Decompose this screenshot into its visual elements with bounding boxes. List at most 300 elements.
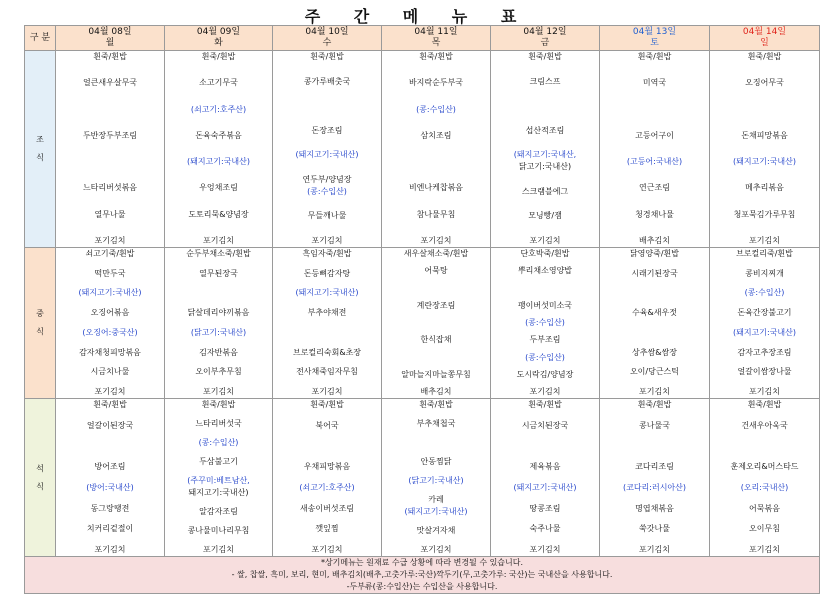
- menu-item-block: [273, 366, 381, 378]
- menu-item: 북어국: [315, 420, 339, 430]
- menu-item-block: [600, 386, 709, 398]
- menu-item: 참나물무침: [416, 209, 456, 219]
- menu-item: 명엽채볶음: [635, 503, 674, 513]
- menu-item-block: [382, 544, 490, 556]
- menu-cell: [491, 399, 600, 557]
- menu-item: 포기김치: [203, 235, 234, 245]
- menu-item: 흰죽/흰밥: [93, 400, 127, 409]
- menu-items: [165, 51, 272, 247]
- origin-label: (돼지고기:국내산): [186, 157, 251, 167]
- menu-item-block: [165, 347, 272, 359]
- menu-item: 흰죽/흰밥: [419, 52, 453, 61]
- menu-item: 포기김치: [311, 386, 343, 396]
- menu-item: [382, 352, 490, 364]
- menu-cell: [710, 248, 820, 399]
- menu-item-block: [56, 327, 164, 339]
- menu-cell: [491, 248, 600, 399]
- menu-item: 청포묵김가루무침: [733, 209, 796, 219]
- menu-item-block: [600, 104, 709, 116]
- menu-item: 비엔나케찹볶음: [408, 183, 464, 193]
- menu-cell: [273, 51, 382, 248]
- menu-item-block: [491, 248, 599, 260]
- menu-item: 포기김치: [203, 386, 234, 396]
- menu-item-block: [710, 77, 819, 89]
- menu-items: [273, 248, 381, 398]
- meal-label-lunch: [25, 248, 56, 399]
- menu-item-block: [56, 544, 164, 556]
- menu-item-block: [600, 51, 709, 63]
- menu-item-block: [273, 420, 381, 432]
- menu-item-block: [600, 156, 709, 168]
- menu-item-block: [600, 461, 709, 473]
- menu-item-block: [710, 130, 819, 142]
- menu-item: 모닝빵/잼: [528, 211, 562, 221]
- menu-cell: [382, 399, 491, 557]
- menu-cell: [600, 51, 710, 248]
- menu-item: 포기김치: [94, 386, 126, 396]
- menu-cell: [56, 248, 165, 399]
- dinner-row: [25, 399, 820, 557]
- menu-item-block: [710, 156, 819, 168]
- menu-item: 닭영양죽/흰밥: [629, 249, 680, 258]
- menu-cell: [56, 51, 165, 248]
- menu-item: 두삼불고기: [199, 457, 238, 466]
- menu-item-block: [56, 51, 164, 63]
- menu-item-block: [56, 440, 164, 452]
- menu-item: 숙주나물: [529, 524, 561, 534]
- menu-item: 포기김치: [529, 235, 561, 245]
- menu-item-block: [710, 544, 819, 556]
- menu-item-block: [491, 186, 599, 198]
- meal-label-dinner: [25, 399, 56, 557]
- menu-item-block: [600, 347, 709, 359]
- menu-item-block: [382, 525, 490, 537]
- menu-item: [382, 156, 490, 168]
- origin-label: (고등어:국내산): [626, 157, 683, 167]
- menu-item: [382, 283, 490, 295]
- menu-cell: [165, 248, 273, 399]
- menu-item-block: [56, 182, 164, 194]
- menu-item: 쇠고기죽/흰밥: [85, 249, 135, 258]
- menu-item: 돈등뼈감자탕: [303, 268, 351, 278]
- menu-item: 흰죽/흰밥: [310, 400, 344, 409]
- menu-item: 크림스프: [529, 76, 561, 86]
- menu-item-block: [56, 156, 164, 168]
- menu-item-block: [382, 475, 490, 487]
- menu-items: [273, 399, 381, 556]
- menu-item: 방어조림: [94, 462, 126, 472]
- menu-item: 흰죽/흰밥: [528, 52, 562, 61]
- menu-items: [382, 399, 490, 556]
- menu-item-block: [491, 235, 599, 247]
- menu-item-block: [491, 317, 599, 329]
- origin-label: (오리:국내산): [740, 482, 789, 492]
- day-date: 04월 13일: [632, 27, 677, 37]
- menu-item: [710, 104, 819, 116]
- menu-item: 순두부채소죽/흰밥: [186, 249, 251, 258]
- menu-item: 부추야채전: [307, 308, 347, 318]
- menu-item-block: [56, 386, 164, 398]
- day-header-thu: [382, 26, 491, 51]
- menu-item-block: [273, 125, 381, 137]
- page-title: 주 간 메 뉴 표: [304, 7, 531, 26]
- origin-label: (콩:수입산): [416, 104, 456, 114]
- menu-item-block: [491, 149, 599, 173]
- menu-item: 오이무침: [749, 524, 780, 534]
- menu-item: [56, 440, 164, 452]
- menu-item-block: [382, 182, 490, 194]
- menu-item: 감자채청피망볶음: [79, 347, 141, 357]
- header-row: [25, 26, 820, 51]
- menu-item: 우엉채조림: [199, 183, 238, 193]
- menu-item: 열무된장국: [199, 268, 238, 278]
- meal-label-char: 식: [36, 327, 44, 336]
- menu-item-block: [273, 268, 381, 280]
- menu-item-block: [710, 51, 819, 63]
- menu-item-block: [600, 182, 709, 194]
- menu-item-block: [710, 287, 819, 299]
- meal-label-char: 식: [36, 481, 44, 491]
- menu-item-block: [710, 420, 819, 432]
- menu-item-block: [600, 268, 709, 280]
- menu-item: 흰죽/흰밥: [201, 52, 236, 61]
- notes-box: [25, 557, 820, 594]
- menu-items: [382, 248, 490, 398]
- menu-item: 청경채나물: [635, 209, 674, 219]
- menu-item-block: [165, 418, 272, 430]
- menu-item: 시금치나물: [90, 367, 130, 377]
- menu-item: 땅콩조림: [529, 503, 561, 513]
- menu-item-block: [600, 327, 709, 339]
- menu-item-block: [491, 420, 599, 432]
- menu-item-block: [56, 366, 164, 378]
- menu-item: 흰죽/흰밥: [528, 400, 562, 409]
- menu-items: [600, 248, 709, 398]
- menu-item: [600, 104, 709, 116]
- menu-item-block: [382, 334, 490, 346]
- menu-item-block: [56, 235, 164, 247]
- menu-item: 콩나물국: [639, 420, 670, 430]
- menu-item-block: [600, 307, 709, 319]
- menu-item-block: [56, 399, 164, 411]
- menu-item-block: [382, 283, 490, 295]
- menu-item-block: [491, 544, 599, 556]
- day-header-sat: [600, 26, 710, 51]
- menu-item: 치커리겉절이: [86, 524, 134, 534]
- menu-item: 시금치된장국: [521, 420, 569, 430]
- menu-item: 전사채죽임자무침: [296, 367, 358, 377]
- day-date: 04월 10일: [305, 27, 349, 37]
- meal-label-char: 중: [36, 309, 44, 318]
- menu-item-block: [382, 494, 490, 518]
- menu-item: [491, 100, 599, 112]
- day-date: 04월 12일: [523, 27, 567, 37]
- menu-item: 브로컬리죽/흰밥: [736, 249, 793, 258]
- origin-label: (코다리:러시아산): [622, 482, 687, 492]
- menu-item-block: [710, 327, 819, 339]
- menu-cell: [600, 399, 710, 557]
- menu-item-block: [491, 523, 599, 535]
- menu-item: 흰죽/흰밥: [747, 52, 782, 61]
- menu-item: 느타리버섯볶음: [82, 183, 138, 193]
- menu-item: 돈육간장불고기: [737, 308, 792, 318]
- menu-item-block: [382, 352, 490, 364]
- menu-item-block: [491, 440, 599, 452]
- menu-items: [491, 248, 599, 398]
- origin-label: (오징어:중국산): [82, 327, 138, 337]
- menu-items: [710, 51, 819, 247]
- menu-item: 소고기무국: [199, 78, 238, 88]
- day-header-sun: [710, 26, 820, 51]
- menu-item-block: [600, 77, 709, 89]
- menu-item-block: [600, 248, 709, 260]
- menu-item: 건새우아욱국: [741, 420, 788, 430]
- origin-label: (닭고기:국내산): [190, 327, 247, 337]
- origin-label: (돼지고기:국내산): [295, 150, 359, 160]
- menu-item: [382, 317, 490, 329]
- menu-item-block: [382, 386, 490, 398]
- origin-label: (돼지고기:국내산,: [513, 150, 577, 160]
- menu-item: 알마늘지마늘쫑무침: [401, 369, 471, 379]
- menu-item: 연두부/양념장: [302, 174, 352, 184]
- menu-item: 얼갈이쌈장나물: [737, 367, 792, 377]
- origin-label: (돼지고기:국내산): [295, 288, 359, 298]
- origin-label: (주꾸미:베트남산,: [187, 476, 250, 485]
- menu-item: 수육&새우젓: [632, 308, 677, 318]
- menu-item-block: [273, 523, 381, 535]
- day-header-fri: [491, 26, 600, 51]
- menu-item: 새우살채소죽/흰밥: [403, 249, 469, 258]
- menu-item: 안동찜닭: [420, 457, 452, 466]
- menu-item-block: [56, 248, 164, 260]
- menu-item: 흰죽/흰밥: [747, 400, 782, 409]
- menu-item: 삼치조림: [420, 130, 452, 140]
- menu-item-block: [710, 209, 819, 221]
- menu-item: 포기김치: [94, 235, 126, 245]
- menu-item: 감자고추장조림: [737, 347, 792, 357]
- note-line: -두부류(콩:수입산)는 수입산을 사용합니다.: [346, 582, 498, 591]
- menu-item-block: [273, 347, 381, 359]
- menu-item: [710, 440, 819, 452]
- menu-item: 시래기된장국: [631, 268, 678, 278]
- menu-item-block: [382, 265, 490, 277]
- menu-item-block: [273, 327, 381, 339]
- menu-item-block: [382, 51, 490, 63]
- menu-item-block: [710, 482, 819, 494]
- menu-item-block: [491, 265, 599, 277]
- menu-items: [491, 51, 599, 247]
- menu-items: [56, 248, 164, 398]
- menu-item-block: [165, 156, 272, 168]
- menu-item-block: [273, 210, 381, 222]
- origin-label: (돼지고기:국내산): [732, 157, 797, 167]
- menu-item: 오이/당근스틱: [629, 367, 680, 377]
- menu-item: 깻잎찜: [315, 524, 339, 534]
- menu-items: [56, 51, 164, 247]
- menu-item: 섭산적조림: [525, 125, 565, 135]
- menu-item: 포기김치: [749, 544, 780, 554]
- menu-item: 연근조림: [639, 183, 670, 193]
- menu-item-block: [382, 369, 490, 381]
- menu-item: 스크램블에그: [521, 186, 569, 196]
- menu-item-block: [165, 209, 272, 221]
- menu-item-block: [600, 399, 709, 411]
- menu-item-block: [165, 399, 272, 411]
- day-name: 수: [322, 38, 332, 48]
- menu-item: 오이부추무침: [195, 367, 242, 377]
- origin-label: (콩:수입산): [307, 186, 347, 196]
- origin-label: (쇠고기:호주산): [299, 482, 355, 492]
- origin-label: (콩:수입산): [525, 352, 565, 362]
- menu-item-block: [491, 503, 599, 515]
- menu-item-block: [165, 51, 272, 63]
- note-line: - 쌀, 찹쌀, 흑미, 보리, 현미, 배추김치(배추,고춧가루:국산)깍두기(무,고춧가루: 국산)는 국내산을 사용합니다.: [231, 570, 613, 579]
- menu-item-block: [600, 523, 709, 535]
- menu-item-block: [165, 268, 272, 280]
- menu-item: 돈육숙주볶음: [195, 130, 242, 140]
- menu-item-block: [491, 100, 599, 112]
- menu-item: 동그랑땡전: [90, 503, 130, 513]
- menu-item: 코다리조림: [635, 462, 674, 472]
- day-name: 토: [650, 38, 659, 48]
- day-name: 금: [540, 38, 550, 48]
- menu-item: 흰죽/흰밥: [637, 52, 672, 61]
- origin-label: (콩:수입산): [744, 288, 785, 298]
- menu-item: 계란장조림: [416, 300, 456, 310]
- meal-label-char: 석: [36, 463, 44, 473]
- menu-item: 포기김치: [94, 544, 126, 554]
- menu-items: [600, 399, 709, 556]
- menu-item: 흰죽/흰밥: [310, 52, 344, 61]
- menu-items: [165, 399, 272, 556]
- menu-item: 두부조림: [529, 335, 561, 345]
- menu-item-block: [710, 366, 819, 378]
- menu-item: 흰죽/흰밥: [93, 52, 127, 61]
- menu-item: 열무나물: [94, 209, 126, 219]
- menu-item: 한식잡채: [420, 335, 452, 345]
- menu-item: 도시락김/양념장: [516, 369, 574, 379]
- menu-item-block: [56, 287, 164, 299]
- menu-item: 단호박죽/흰밥: [520, 249, 570, 258]
- menu-item-block: [56, 347, 164, 359]
- menu-item: 배추김치: [639, 235, 670, 245]
- menu-item: 포기김치: [749, 386, 780, 396]
- menu-item: 콩비지찌개: [745, 268, 784, 278]
- menu-item-block: [600, 366, 709, 378]
- menu-items: [56, 399, 164, 556]
- menu-item-block: [382, 437, 490, 449]
- note-line: *상기메뉴는 원재료 수급 상황에 따라 변경될 수 있습니다.: [320, 558, 524, 567]
- menu-cell: [56, 399, 165, 557]
- menu-item-block: [491, 125, 599, 137]
- menu-item-block: [600, 544, 709, 556]
- menu-item-block: [710, 182, 819, 194]
- breakfast-row: [25, 51, 820, 248]
- menu-item-block: [382, 456, 490, 468]
- meal-label-char: 식: [36, 153, 44, 162]
- menu-item-block: [165, 235, 272, 247]
- menu-items: [273, 51, 381, 247]
- origin-label: (닭고기:국내산): [408, 476, 464, 485]
- menu-item-block: [273, 149, 381, 161]
- menu-item: 포기김치: [420, 235, 452, 245]
- menu-cell: [491, 51, 600, 248]
- menu-item: 흰죽/흰밥: [637, 400, 672, 409]
- menu-cell: [273, 399, 382, 557]
- menu-item-block: [491, 386, 599, 398]
- menu-items: [165, 248, 272, 398]
- menu-item: 돼지고기:국내산): [188, 488, 249, 497]
- menu-item: 콩나물미나리무침: [187, 526, 250, 535]
- menu-item: [273, 440, 381, 452]
- menu-items: [491, 399, 599, 556]
- menu-item-block: [56, 461, 164, 473]
- menu-item-block: [600, 130, 709, 142]
- menu-cell: [165, 51, 273, 248]
- menu-item: 두반장두부조림: [82, 130, 138, 140]
- menu-item-block: [56, 482, 164, 494]
- menu-item: 느타리버섯국: [195, 419, 242, 428]
- menu-item: 배추김치: [420, 387, 452, 396]
- menu-item: 어묵탕: [424, 266, 448, 276]
- menu-cell: [382, 51, 491, 248]
- menu-item-block: [382, 77, 490, 89]
- menu-item: 쑥갓나물: [639, 524, 670, 534]
- menu-item-block: [273, 51, 381, 63]
- menu-item: 뿌리채소영양밥: [517, 266, 573, 276]
- menu-item: 돈채피망볶음: [741, 130, 788, 140]
- menu-item-block: [710, 399, 819, 411]
- menu-item-block: [600, 482, 709, 494]
- menu-item: 미역국: [642, 78, 667, 88]
- menu-cell: [382, 248, 491, 399]
- menu-item: [273, 100, 381, 112]
- menu-item-block: [273, 76, 381, 88]
- menu-item: 흰죽/흰밥: [201, 400, 236, 409]
- menu-item: 제육볶음: [529, 462, 561, 472]
- menu-item-block: [165, 248, 272, 260]
- menu-item: 팽이버섯미소국: [517, 300, 573, 310]
- day-date: 04월 14일: [742, 27, 787, 37]
- menu-item: 포기김치: [311, 544, 343, 554]
- menu-item-block: [710, 235, 819, 247]
- menu-item-block: [382, 399, 490, 411]
- menu-item-block: [710, 347, 819, 359]
- day-header-tue: [165, 26, 273, 51]
- menu-item-block: [491, 334, 599, 346]
- menu-item-block: [273, 482, 381, 494]
- menu-item: [491, 283, 599, 295]
- menu-cell: [273, 248, 382, 399]
- menu-items: [710, 399, 819, 556]
- menu-item-block: [165, 130, 272, 142]
- menu-item: 고등어구이: [635, 130, 674, 140]
- menu-item: [600, 327, 709, 339]
- menu-item-block: [382, 300, 490, 312]
- menu-item-block: [600, 235, 709, 247]
- menu-item-block: [56, 77, 164, 89]
- menu-item-block: [710, 440, 819, 452]
- menu-item-block: [165, 456, 272, 468]
- menu-item-block: [600, 209, 709, 221]
- menu-item-block: [491, 482, 599, 494]
- menu-item-block: [382, 248, 490, 260]
- menu-item-block: [165, 525, 272, 537]
- menu-item-block: [382, 235, 490, 247]
- menu-cell: [710, 399, 820, 557]
- menu-item: 떡만두국: [94, 268, 126, 278]
- menu-item: 오징어볶음: [90, 308, 130, 318]
